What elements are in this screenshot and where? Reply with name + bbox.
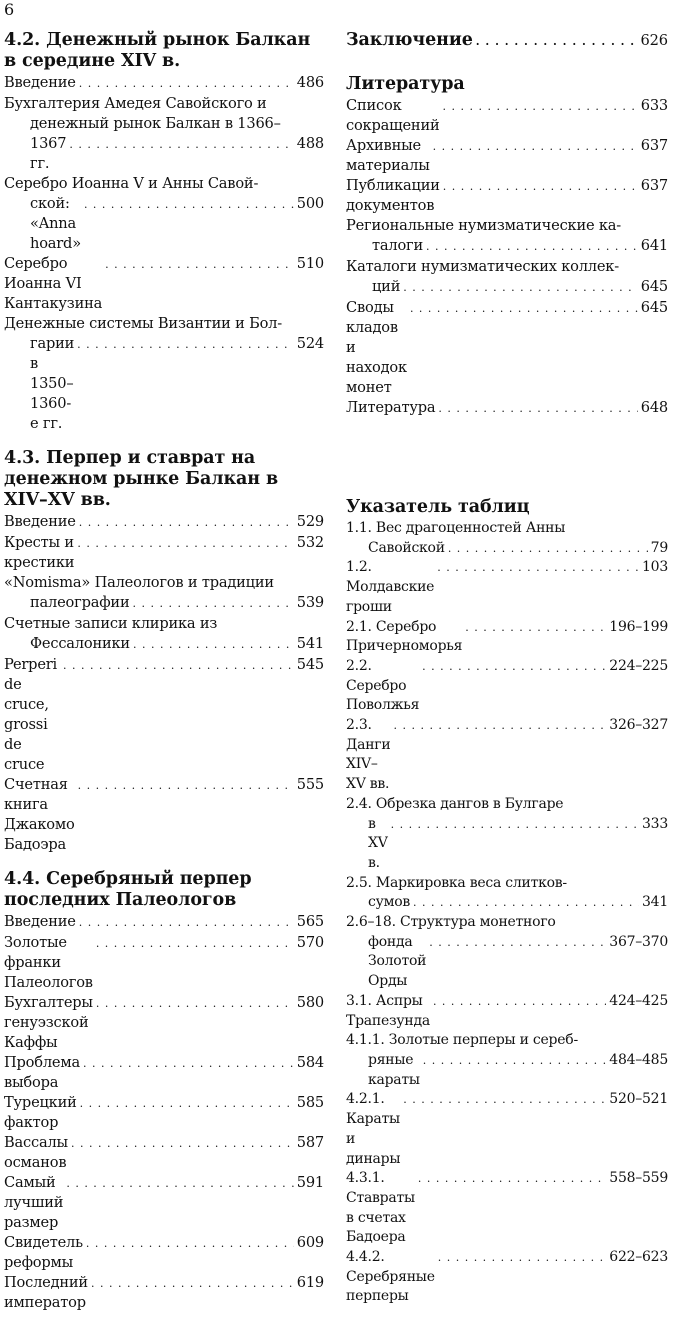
toc-entry[interactable]: 1.1. Вес драгоценностей Анны Савойской . . . 79 — [346, 519, 668, 558]
page-ref: 79 — [650, 539, 668, 556]
toc-entry[interactable]: 2.3. Данги XIV–XV вв. . . . 326–327 — [346, 716, 668, 795]
toc-section-4-2 — [4, 30, 324, 434]
toc-entry[interactable]: 4.4.2. Серебряные перперы . . . 622–623 — [346, 1248, 668, 1307]
toc-entry[interactable]: Perperi de cruce, grossi de cruce . . . 545 — [4, 655, 324, 775]
page-ref: 626 — [640, 32, 668, 49]
toc-entry[interactable]: Счетная книга Джакомо Бадоэра . . . 555 — [4, 775, 324, 855]
toc-entry[interactable]: Турецкий фактор . . . 585 — [4, 1093, 324, 1133]
page-ref: 529 — [296, 513, 324, 530]
toc-entry[interactable]: 2.1. Серебро Причерноморья . . . 196–199 — [346, 618, 668, 657]
toc-entry[interactable]: 4.1.1. Золотые перперы и сереб- ряные караты . . . 484–485 — [346, 1031, 668, 1090]
page-ref: 570 — [296, 934, 324, 951]
page-ref: 520–521 — [609, 1091, 668, 1108]
toc-entry[interactable]: 2.2. Серебро Поволжья . . . 224–225 — [346, 657, 668, 716]
toc-section-4-4 — [4, 869, 324, 1313]
page-ref: 555 — [296, 776, 324, 793]
toc-entry[interactable]: 1.2. Молдавские гроши . . . 103 — [346, 558, 668, 617]
page-ref: 488 — [296, 135, 324, 152]
page-ref: 484–485 — [609, 1051, 668, 1068]
toc-entry[interactable]: Серебро Иоанна V и Анны Савой- ской: «Anna hoard» . . . 500 — [4, 174, 324, 254]
toc-entry[interactable]: Счетные записи клирика из Фессалоники . . . 541 — [4, 614, 324, 655]
toc-entry[interactable]: 4.3.1. Ставраты в счетах Бадоера . . . 558–559 — [346, 1169, 668, 1248]
page-ref: 424–425 — [609, 992, 668, 1009]
page-ref: 558–559 — [609, 1170, 668, 1187]
section-title[interactable]: Указатель таблиц — [346, 497, 530, 517]
page-ref: 580 — [296, 994, 324, 1011]
page-ref: 609 — [296, 1234, 324, 1251]
section-title[interactable]: 4.4. Серебряный перпер последних Палеологов — [4, 869, 252, 910]
section-title[interactable]: 4.3. Перпер и ставрат на денежном рынке Балкан в XIV–XV вв. — [4, 448, 279, 510]
page-ref: 541 — [296, 635, 324, 652]
page-ref: 633 — [640, 97, 668, 114]
toc-entry[interactable]: Самый лучший размер . . . 591 — [4, 1173, 324, 1233]
page-ref: 532 — [296, 534, 324, 551]
toc-entry[interactable]: Бухгалтерия Амедея Савойского и денежный рынок Балкан в 1366– 1367 гг. . . . 488 — [4, 94, 324, 174]
toc-section-conclusion — [346, 30, 668, 52]
page-ref: 645 — [640, 278, 668, 295]
toc-entry[interactable]: Введение . . . 565 — [4, 912, 324, 933]
page-ref: 648 — [640, 399, 668, 416]
page-ref: 196–199 — [609, 618, 668, 635]
toc-entry[interactable]: 2.5. Маркировка веса слитков- сумов . . . 341 — [346, 874, 668, 913]
toc-entry[interactable]: Литература . . . 648 — [346, 398, 668, 419]
toc-entry[interactable]: Введение . . . 529 — [4, 512, 324, 533]
toc-entry[interactable]: Бухгалтеры генуэзской Каффы . . . 580 — [4, 993, 324, 1053]
page-ref: 565 — [296, 913, 324, 930]
toc-entry[interactable]: 4.2.1. Караты и динары . . . 520–521 — [346, 1090, 668, 1169]
section-title[interactable]: Литература — [346, 74, 465, 94]
page-ref: 539 — [296, 594, 324, 611]
page-ref: 524 — [296, 335, 324, 352]
page-ref: 637 — [640, 177, 668, 194]
page-ref: 637 — [640, 137, 668, 154]
page-ref: 510 — [296, 255, 324, 272]
page-ref: 486 — [296, 74, 324, 91]
page-ref: 367–370 — [609, 933, 668, 950]
page-number: 6 — [4, 0, 15, 19]
page-ref: 103 — [642, 559, 668, 576]
page-ref: 587 — [296, 1134, 324, 1151]
page-ref: 545 — [296, 656, 324, 673]
page-ref: 584 — [296, 1054, 324, 1071]
toc-entry[interactable]: Каталоги нумизматических коллек- ций . . . 645 — [346, 257, 668, 298]
toc-section-4-3 — [4, 448, 324, 855]
page-ref: 645 — [640, 299, 668, 316]
page-ref: 500 — [296, 195, 324, 212]
page-ref: 591 — [296, 1174, 324, 1191]
page-ref: 622–623 — [609, 1249, 668, 1266]
page-ref: 224–225 — [609, 657, 668, 674]
toc-entry[interactable]: Кресты и крестики . . . 532 — [4, 533, 324, 573]
toc-entry[interactable]: 2.4. Обрезка дангов в Булгаре в XV в. . . . 333 — [346, 795, 668, 874]
toc-entry[interactable]: Последний император . . . 619 — [4, 1273, 324, 1313]
page-ref: 585 — [296, 1094, 324, 1111]
toc-entry[interactable]: Проблема выбора . . . 584 — [4, 1053, 324, 1093]
toc-entry[interactable]: «Nomisma» Палеологов и традиции палеографии . . . 539 — [4, 573, 324, 614]
conclusion-entry[interactable]: Заключение . . . 626 — [346, 30, 668, 52]
toc-section-tables-index — [346, 497, 668, 1307]
toc-entry[interactable]: Публикации документов . . . 637 — [346, 176, 668, 216]
toc-entry[interactable]: Региональные нумизматические ка- талоги . . . 641 — [346, 216, 668, 257]
toc-section-literature — [346, 74, 668, 419]
toc-entry[interactable]: 2.6–18. Структура монетного фонда Золотой Орды . . . 367–370 — [346, 913, 668, 992]
page-ref: 641 — [640, 237, 668, 254]
toc-entry[interactable]: Свидетель реформы . . . 609 — [4, 1233, 324, 1273]
toc-entry[interactable]: Своды кладов и находок монет . . . 645 — [346, 298, 668, 398]
page-ref: 341 — [642, 894, 668, 911]
section-title[interactable]: 4.2. Денежный рынок Балкан в середине XIV в. — [4, 30, 311, 71]
toc-entry[interactable]: Денежные системы Византии и Бол- гарии в 1350–1360-е гг. . . . 524 — [4, 314, 324, 434]
page-ref: 333 — [642, 815, 668, 832]
toc-entry[interactable]: Введение . . . 486 — [4, 73, 324, 94]
toc-entry[interactable]: Архивные материалы . . . 637 — [346, 136, 668, 176]
toc-entry[interactable]: Серебро Иоанна VI Кантакузина . . . 510 — [4, 254, 324, 314]
toc-entry[interactable]: Вассалы османов . . . 587 — [4, 1133, 324, 1173]
toc-right-column — [346, 30, 668, 1321]
toc-entry[interactable]: 3.1. Аспры Трапезунда . . . 424–425 — [346, 992, 668, 1031]
toc-left-column — [4, 30, 324, 1327]
toc-entry[interactable]: Золотые франки Палеологов . . . 570 — [4, 933, 324, 993]
page-ref: 326–327 — [609, 717, 668, 734]
toc-entry[interactable]: Список сокращений . . . 633 — [346, 96, 668, 136]
page-ref: 619 — [296, 1274, 324, 1291]
